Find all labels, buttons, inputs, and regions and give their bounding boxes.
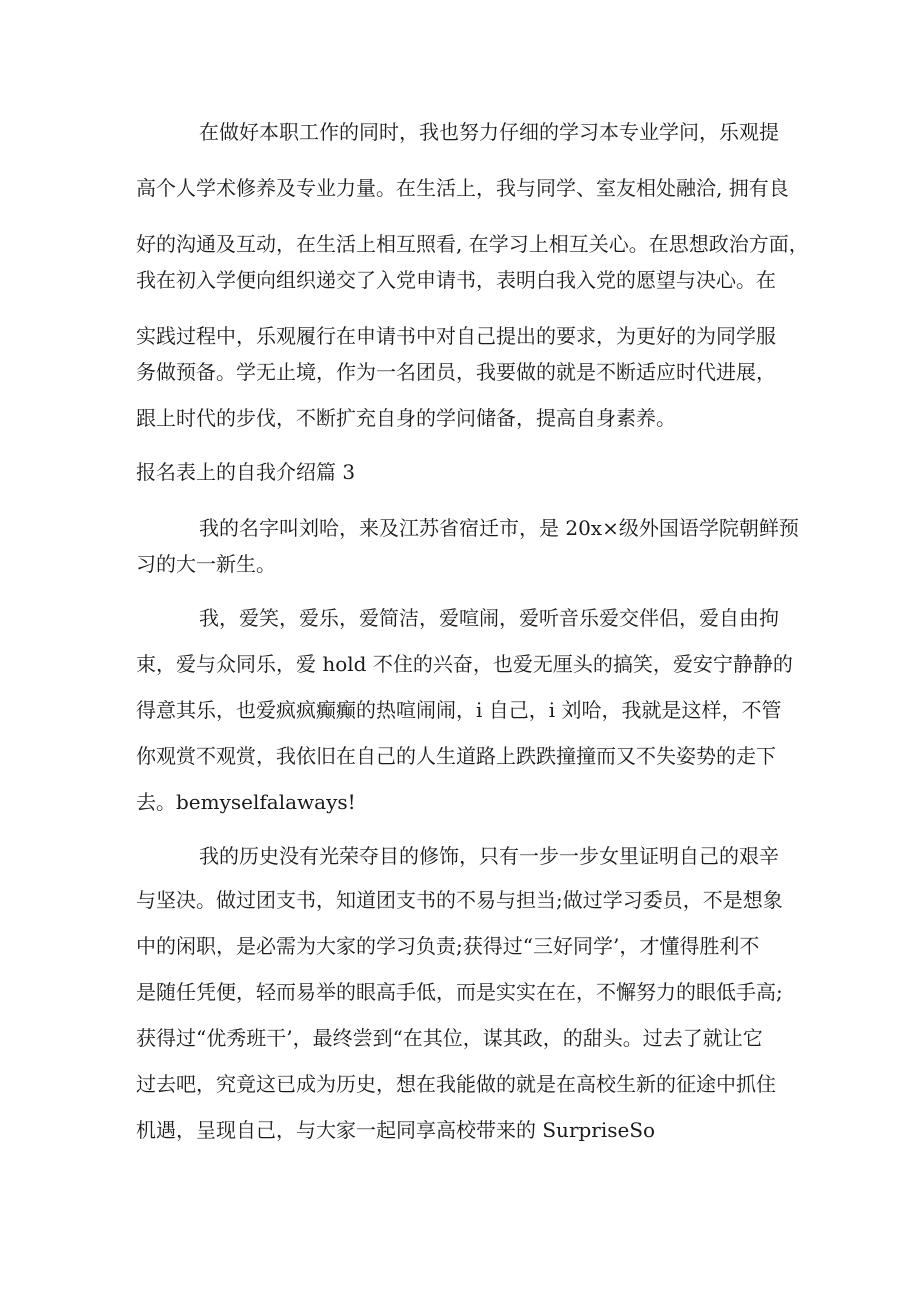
paragraph-line: 束，爱与众同乐，爱 hold 不住的兴奋，也爱无厘头的搞笑，爱安宁静静的 bbox=[136, 652, 793, 676]
paragraph-line: 好的沟通及互动，在生活上相互照看, 在学习上相互关心。在思想政治方面， bbox=[136, 232, 809, 256]
paragraph-line: 我在初入学便向组织递交了入党申请书，表明白我入党的愿望与决心。在 bbox=[136, 268, 776, 292]
paragraph-line: 跟上时代的步伐，不断扩充自身的学问储备，提高自身素养。 bbox=[136, 406, 676, 430]
paragraph-line: 去。bemyselfalaways! bbox=[136, 790, 356, 814]
paragraph-line: 得意其乐，也爱疯疯癫癫的热喧闹闹，i 自己，i 刘哈，我就是这样，不管 bbox=[136, 698, 782, 722]
paragraph-line: 获得过“优秀班干’，最终尝到“在其位，谋其政，的甜头。过去了就让它 bbox=[136, 1026, 763, 1050]
paragraph-line: 与坚决。做过团支书，知道团支书的不易与担当;做过学习委员，不是想象 bbox=[136, 888, 783, 912]
section-heading: 报名表上的自我介绍篇 3 bbox=[136, 460, 356, 484]
paragraph-line: 我的历史没有光荣夺目的修饰，只有一步一步女里证明自己的艰辛 bbox=[199, 844, 779, 868]
paragraph-line: 是随任凭便，轻而易举的眼高手低，而是实实在在，不懈努力的眼低手高; bbox=[136, 980, 783, 1004]
paragraph-line: 中的闲职，是必需为大家的学习负责;获得过“三好同学’，才懂得胜利不 bbox=[136, 934, 760, 958]
paragraph-line: 机遇，呈现自己，与大家一起同享高校带来的 SurpriseSo bbox=[136, 1118, 656, 1142]
paragraph-line: 过去吧，究竟这已成为历史，想在我能做的就是在高校生新的征途中抓住 bbox=[136, 1072, 776, 1096]
paragraph-line: 实践过程中，乐观履行在申请书中对自己提出的要求，为更好的为同学服 bbox=[136, 324, 776, 348]
paragraph-line: 务做预备。学无止境，作为一名团员，我要做的就是不断适应时代进展， bbox=[136, 360, 776, 384]
paragraph-line: 习的大一新生。 bbox=[136, 552, 276, 576]
paragraph-line: 我的名字叫刘哈，来及江苏省宿迁市，是 20x×级外国语学院朝鲜预 bbox=[199, 516, 799, 540]
paragraph-line: 我，爱笑，爱乐，爱简洁，爱喧闹，爱听音乐爱交伴侣，爱自由拘 bbox=[199, 606, 779, 630]
paragraph-line: 在做好本职工作的同时，我也努力仔细的学习本专业学问，乐观提 bbox=[199, 120, 779, 144]
paragraph-line: 高个人学术修养及专业力量。在生活上，我与同学、室友相处融洽, 拥有良 bbox=[136, 176, 789, 200]
paragraph-line: 你观赏不观赏，我依旧在自己的人生道路上跌跌撞撞而又不失姿势的走下 bbox=[136, 744, 776, 768]
